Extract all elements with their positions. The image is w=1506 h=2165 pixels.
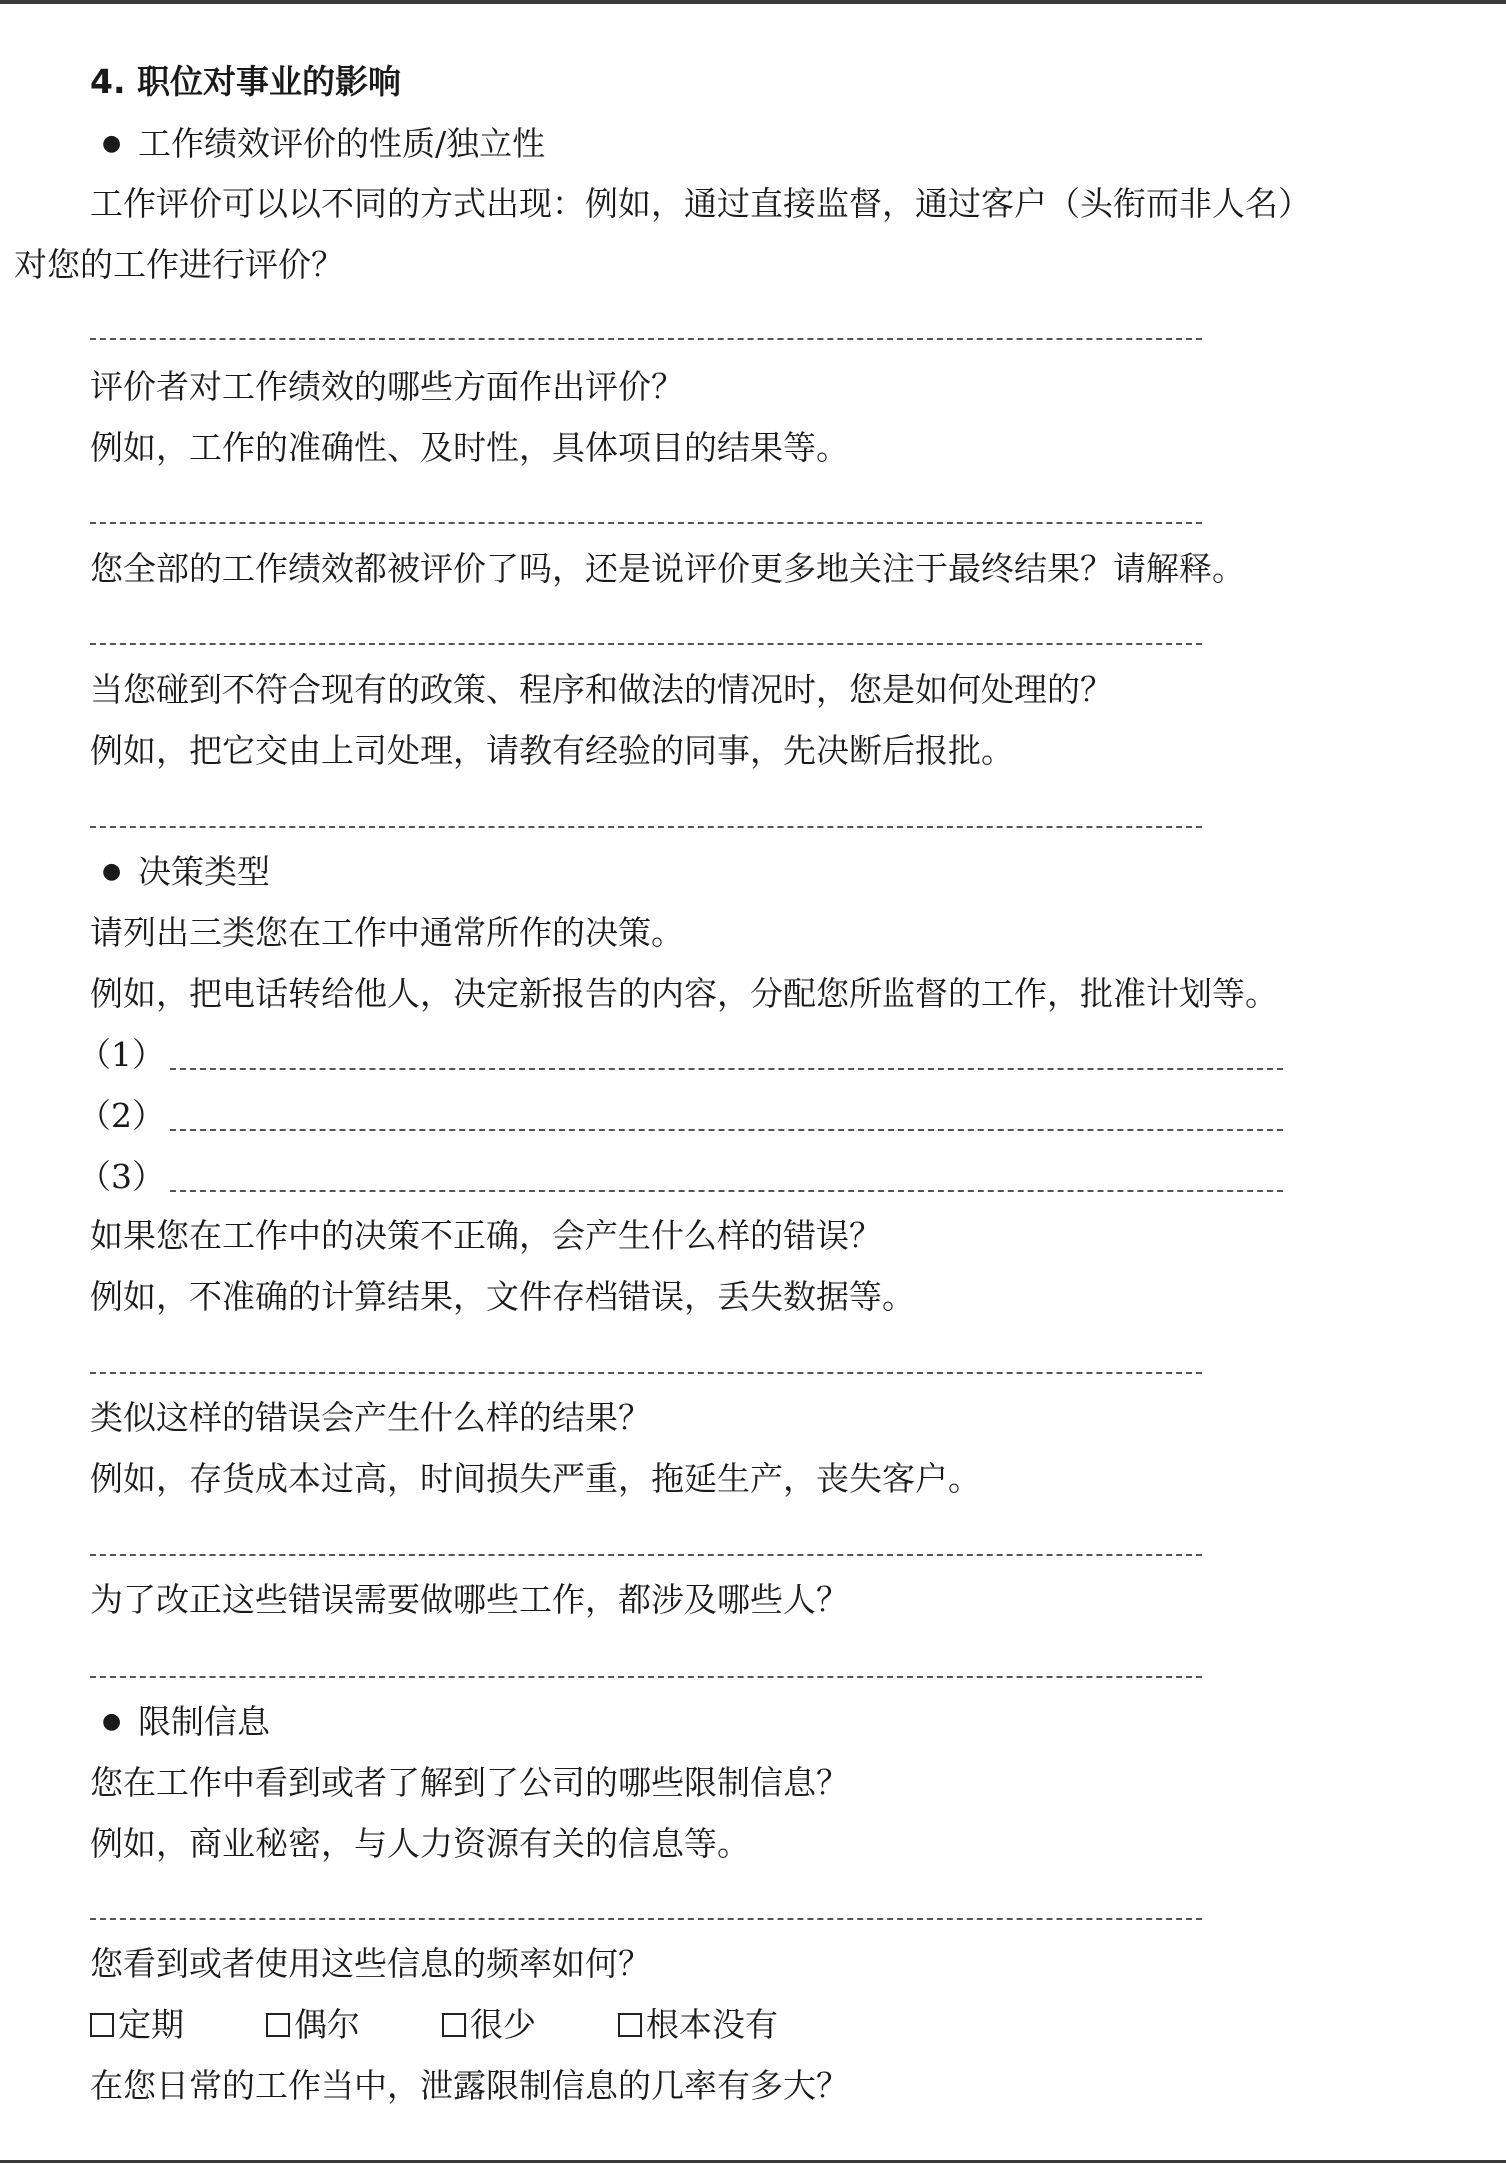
checkbox[interactable]	[266, 2013, 290, 2037]
option-label: 定期	[118, 2005, 184, 2044]
question-result: 类似这样的错误会产生什么样的结果？	[90, 1398, 651, 1437]
question-aspects: 评价者对工作绩效的哪些方面作出评价？	[90, 367, 684, 406]
answer-line[interactable]	[90, 1676, 1202, 1678]
question-policy: 当您碰到不符合现有的政策、程序和做法的情况时，您是如何处理的？	[90, 670, 1113, 709]
top-rule	[0, 0, 1506, 4]
bottom-rule	[0, 2160, 1506, 2163]
question-leak: 在您日常的工作当中，泄露限制信息的几率有多大？	[90, 2066, 849, 2105]
section-title: 4. 职位对事业的影响	[90, 62, 401, 101]
answer-line-3[interactable]	[170, 1190, 1283, 1192]
question-fix: 为了改正这些错误需要做哪些工作，都涉及哪些人？	[90, 1580, 849, 1619]
intro-text-cont: 对您的工作进行评价？	[14, 245, 344, 284]
question-list-decisions: 请列出三类您在工作中通常所作的决策。	[90, 913, 684, 952]
option-occasional[interactable]	[266, 2005, 360, 2045]
item-number-2: （2）	[78, 1096, 165, 1135]
example-errors: 例如，不准确的计算结果，文件存档错误，丢失数据等。	[90, 1277, 915, 1316]
answer-line-2[interactable]	[170, 1129, 1283, 1131]
example-aspects: 例如，工作的准确性、及时性，具体项目的结果等。	[90, 428, 849, 467]
example-decisions: 例如，把电话转给他人，决定新报告的内容，分配您所监督的工作，批准计划等。	[90, 974, 1278, 1013]
question-all-performance: 您全部的工作绩效都被评价了吗，还是说评价更多地关注于最终结果？请解释。	[90, 549, 1245, 588]
bullet-performance: ● 工作绩效评价的性质/独立性	[138, 124, 545, 164]
question-info: 您在工作中看到或者了解到了公司的哪些限制信息？	[90, 1763, 849, 1802]
bullet-decision-types: ● 决策类型	[138, 852, 270, 892]
question-frequency: 您看到或者使用这些信息的频率如何？	[90, 1944, 651, 1983]
option-label: 很少	[470, 2005, 536, 2044]
answer-line-1[interactable]	[170, 1068, 1283, 1070]
answer-line[interactable]	[90, 826, 1202, 828]
checkbox[interactable]	[618, 2013, 642, 2037]
item-number-1: （1）	[78, 1035, 165, 1074]
example-policy: 例如，把它交由上司处理，请教有经验的同事，先决断后报批。	[90, 731, 1014, 770]
answer-line[interactable]	[90, 643, 1202, 645]
answer-line[interactable]	[90, 1372, 1202, 1374]
question-errors: 如果您在工作中的决策不正确，会产生什么样的错误？	[90, 1216, 882, 1255]
option-rarely[interactable]	[442, 2005, 536, 2045]
example-result: 例如，存货成本过高，时间损失严重，拖延生产，丧失客户。	[90, 1459, 981, 1498]
answer-line[interactable]	[90, 1554, 1202, 1556]
checkbox[interactable]	[442, 2013, 466, 2037]
option-label: 偶尔	[294, 2005, 360, 2044]
option-label: 根本没有	[646, 2005, 778, 2044]
example-info: 例如，商业秘密，与人力资源有关的信息等。	[90, 1824, 750, 1863]
checkbox[interactable]	[90, 2013, 114, 2037]
frequency-options	[90, 2005, 860, 2045]
bullet-restricted-info: ● 限制信息	[138, 1702, 270, 1742]
option-regular[interactable]	[90, 2005, 184, 2045]
item-number-3: （3）	[78, 1157, 165, 1196]
answer-line[interactable]	[90, 338, 1202, 340]
answer-line[interactable]	[90, 522, 1202, 524]
answer-line[interactable]	[90, 1918, 1202, 1920]
option-never[interactable]	[618, 2005, 778, 2045]
intro-text: 工作评价可以以不同的方式出现：例如，通过直接监督，通过客户（头衔而非人名）	[90, 184, 1311, 223]
